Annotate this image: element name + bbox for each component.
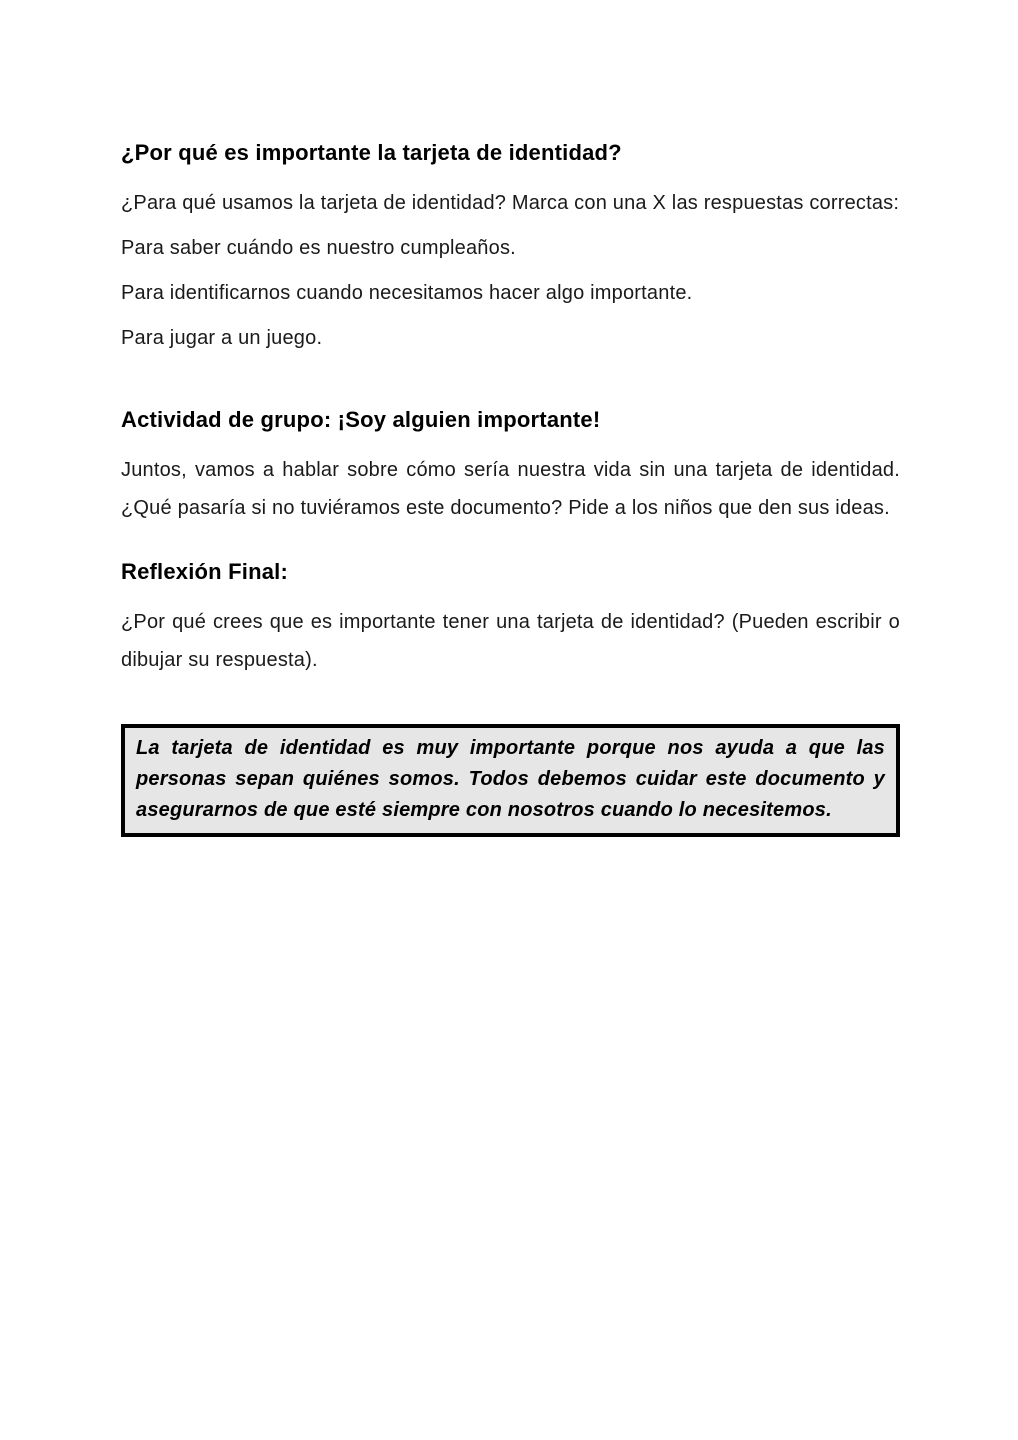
answer-option-1: Para saber cuándo es nuestro cumpleaños.: [121, 237, 516, 259]
summary-callout-text: La tarjeta de identidad es muy importante porque nos ayuda a que las personas sepan quiénes somos. Todos debemos cuidar este documento y asegurarnos de que esté siempre con nosotros cuando lo necesitemos.: [136, 737, 885, 821]
section-1-heading: ¿Por qué es importante la tarjeta de identidad?: [121, 140, 622, 165]
section-1-intro: ¿Para qué usamos la tarjeta de identidad? Marca con una X las respuestas correctas:: [121, 192, 900, 214]
section-2-heading: Actividad de grupo: ¡Soy alguien importante!: [121, 407, 601, 432]
summary-callout: [121, 724, 900, 837]
answer-option-3: Para jugar a un juego.: [121, 327, 323, 349]
section-3-body: ¿Por qué crees que es importante tener una tarjeta de identidad? (Pueden escribir o dibujar su respuesta).: [121, 611, 900, 671]
section-2-body: Juntos, vamos a hablar sobre cómo sería nuestra vida sin una tarjeta de identidad. ¿Qué pasaría si no tuviéramos este documento? Pide a los niños que den sus ideas.: [121, 459, 900, 519]
answer-option-2: Para identificarnos cuando necesitamos hacer algo importante.: [121, 282, 693, 304]
section-3-heading: Reflexión Final:: [121, 559, 288, 584]
